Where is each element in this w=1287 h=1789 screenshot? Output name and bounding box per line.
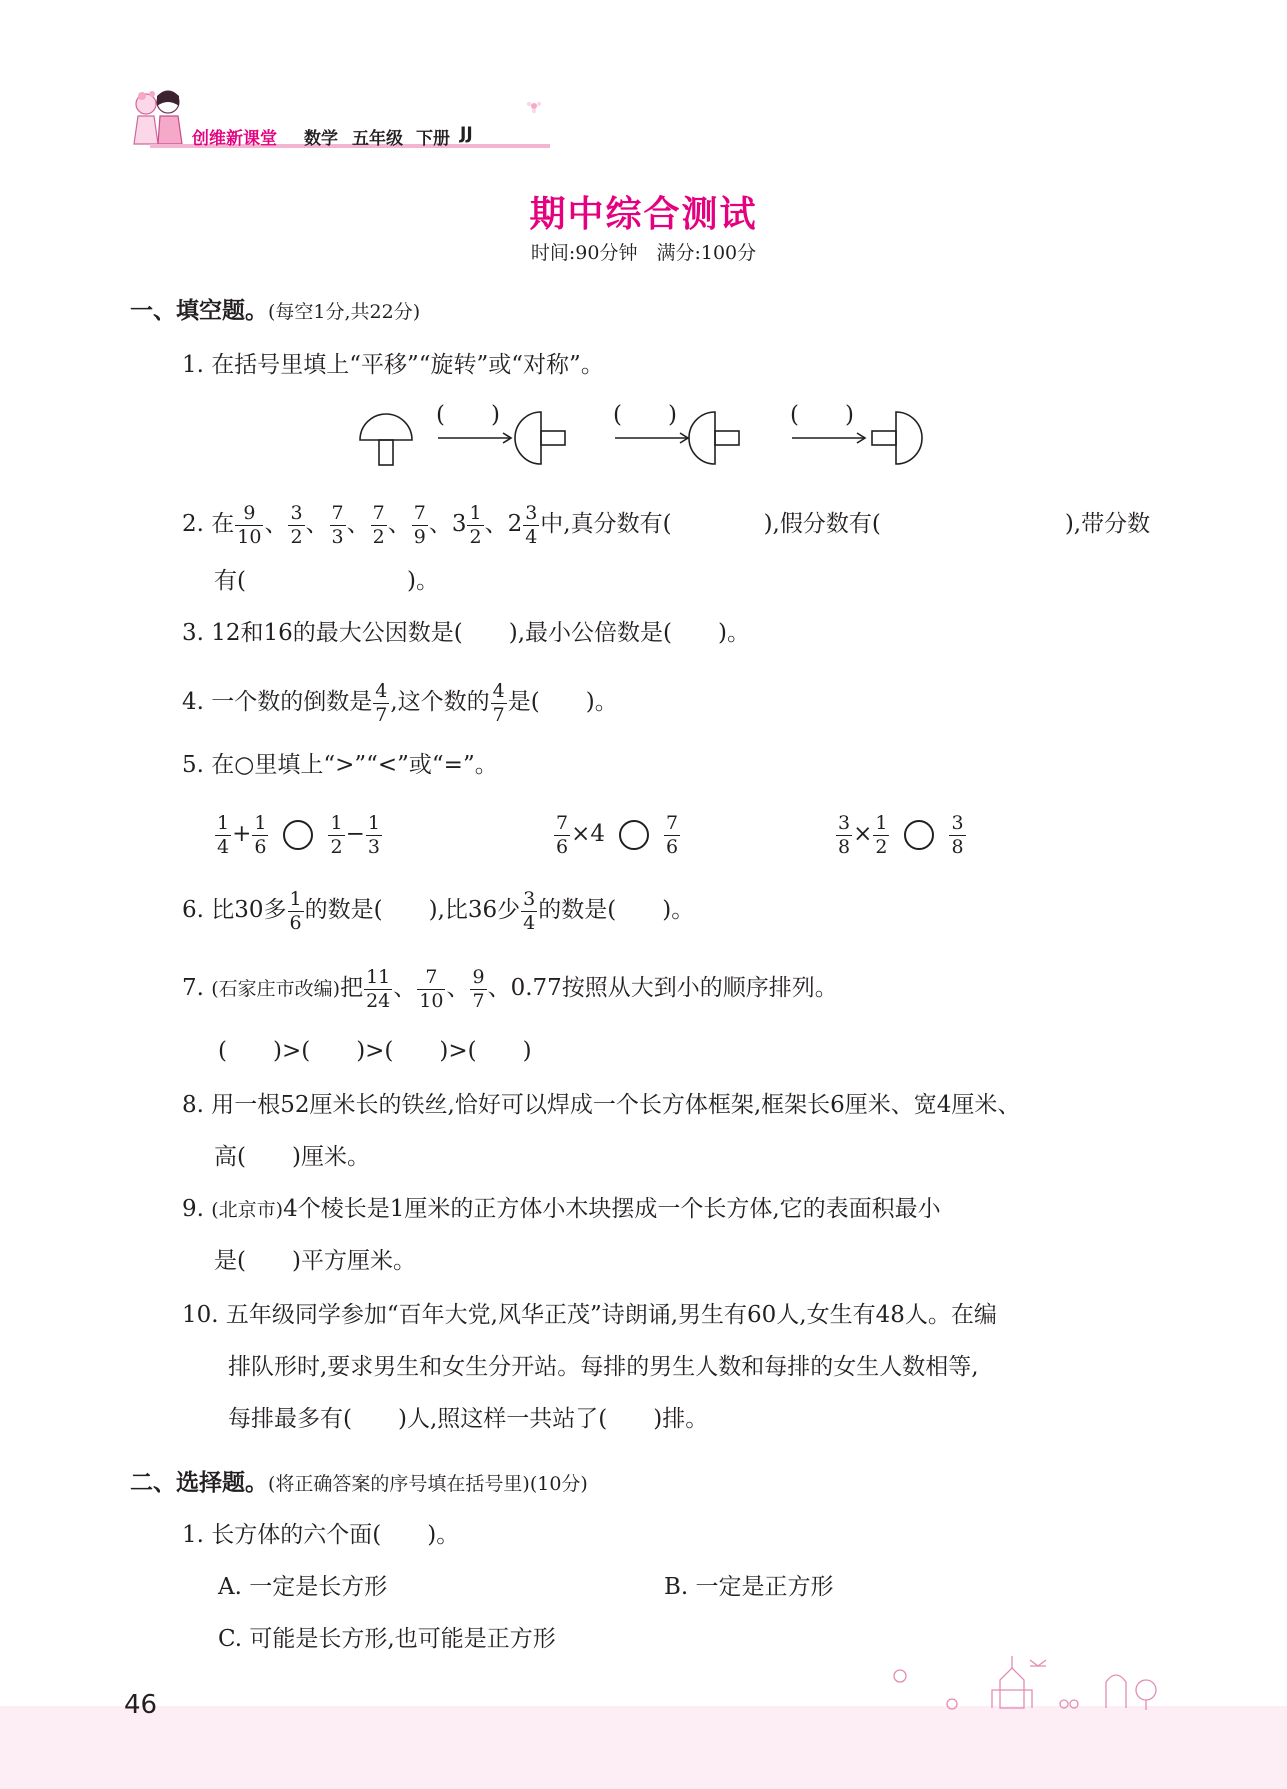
fraction: $\frac{7}{10}$ — [419, 965, 444, 1012]
header-subject: 数学 — [304, 129, 338, 149]
question-number: 7. — [182, 975, 204, 1001]
footer-band — [0, 1706, 1287, 1789]
fraction: $\frac{1}{6}$ — [289, 887, 302, 934]
question-9-line2: 是( )平方厘米。 — [214, 1248, 416, 1274]
question-number: 1. — [182, 352, 204, 378]
fraction: $\frac{3}{2}$ — [290, 501, 303, 548]
fraction: $\frac{11}{24}$ — [366, 965, 391, 1012]
compare-circle[interactable] — [283, 820, 313, 850]
fraction: $\frac{7}{2}$ — [372, 501, 385, 548]
compare-circle[interactable] — [904, 820, 934, 850]
section-note: (将正确答案的序号填在括号里)(10分) — [268, 1473, 588, 1495]
answer-blank[interactable]: ( ) — [790, 402, 854, 428]
header-edition: JJ — [460, 124, 473, 144]
question-10-line2: 排队形时,要求男生和女生分开站。每排的男生人数和每排的女生人数相等, — [228, 1354, 979, 1380]
flower-decoration-icon — [526, 98, 542, 114]
answer-blank[interactable]: ( ) — [613, 402, 677, 428]
fraction: $\frac{9}{7}$ — [472, 965, 485, 1012]
fraction: $\frac{7}{3}$ — [331, 501, 344, 548]
question-number: 2. — [182, 511, 204, 537]
question-7: 7. (石家庄市改编)把 $\frac{11}{24}$ 、 $\frac{7}{10}$ 、 $\frac{9}{7}$ 、0.77按照从大到小的顺序排列。 — [182, 965, 838, 1012]
header-mascot-icon — [128, 86, 190, 150]
question-text: 长方体的六个面( )。 — [211, 1522, 460, 1548]
fraction: $\frac{9}{10}$ — [237, 501, 262, 548]
question-7-answer-row[interactable]: ( )>( )>( )>( ) — [218, 1038, 532, 1064]
fraction: $\frac{3}{4}$ — [525, 501, 538, 548]
question-number: 10. — [182, 1302, 219, 1328]
question-text: 在括号里填上“平移”“旋转”或“对称”。 — [211, 352, 604, 378]
question-text: 在○里填上“>”“<”或“=”。 — [211, 752, 498, 778]
section-fill-blank — [130, 296, 420, 327]
question-number: 8. — [182, 1092, 204, 1118]
fraction: $\frac{3}{4}$ — [523, 887, 536, 934]
question-number: 3. — [182, 620, 204, 646]
question-2: 2. 在 $\frac{9}{10}$ 、 $\frac{3}{2}$ 、 $\frac{7}{3}$ 、 $\frac{7}{2}$ 、 $\frac{7}{9}$ 、3 $\frac{1}{2}$ 、2 $\frac{3}{4}$ 中,真分数有( ),假分数有( ),带分数 — [182, 501, 1151, 548]
question-3 — [182, 618, 750, 648]
page-title: 期中综合测试 — [529, 194, 758, 235]
question-6: 6. 比30多 $\frac{1}{6}$ 的数是( ),比36少 $\frac{3}{4}$ 的数是( )。 — [182, 887, 695, 934]
question-1 — [182, 350, 604, 380]
fraction: $\frac{4}{7}$ — [492, 679, 505, 726]
question-source: (北京市) — [211, 1199, 284, 1221]
compare-circle[interactable] — [619, 820, 649, 850]
question-8-line2: 高( )厘米。 — [214, 1144, 370, 1170]
fraction: $\frac{1}{2}$ — [469, 501, 482, 548]
question-number: 1. — [182, 1522, 204, 1548]
option-a[interactable]: A. 一定是长方形 — [218, 1574, 388, 1600]
exam-meta: 时间:90分钟 满分:100分 — [530, 242, 757, 264]
section-note: (每空1分,共22分) — [268, 301, 421, 323]
question-number: 4. — [182, 689, 204, 715]
question-text: 五年级同学参加“百年大党,风华正茂”诗朗诵,男生有60人,女生有48人。在编 — [225, 1302, 997, 1328]
question-8 — [182, 1090, 1020, 1120]
fraction: $\frac{7}{9}$ — [413, 501, 426, 548]
question-10 — [182, 1300, 997, 1330]
option-c[interactable]: C. 可能是长方形,也可能是正方形 — [218, 1626, 556, 1652]
section-multiple-choice — [130, 1468, 588, 1499]
question-number: 6. — [182, 897, 204, 923]
header-brand: 创维新课堂 — [192, 129, 277, 149]
section-label: 二、选择题。 — [130, 1470, 268, 1496]
question-text: 在 — [211, 511, 235, 537]
question-9 — [182, 1194, 941, 1225]
question-2-line2: 有( )。 — [214, 568, 439, 594]
question-source: (石家庄市改编) — [211, 978, 341, 1000]
fraction: $\frac{4}{7}$ — [375, 679, 388, 726]
header-volume: 下册 — [416, 129, 450, 149]
question-text: 用一根52厘米长的铁丝,恰好可以焊成一个长方体框架,框架长6厘米、宽4厘米、 — [211, 1092, 1021, 1118]
question-text: 4个棱长是1厘米的正方体小木块摆成一个长方体,它的表面积最小 — [283, 1196, 941, 1222]
mc-question-1 — [182, 1520, 459, 1550]
compare-item-a: $\frac{1}{4}$ + $\frac{1}{6}$ $\frac{1}{2}$ − $\frac{1}{3}$ — [217, 811, 380, 858]
question-text: 中,真分数有( ),假分数有( ),带分数 — [540, 511, 1151, 537]
answer-blank[interactable]: ( ) — [436, 402, 500, 428]
castle-decoration-icon — [880, 1646, 1170, 1716]
header-grade: 五年级 — [352, 129, 403, 149]
question-10-line3: 每排最多有( )人,照这样一共站了( )排。 — [228, 1406, 709, 1432]
question-4: 4. 一个数的倒数是 $\frac{4}{7}$ ,这个数的 $\frac{4}{7}$ 是( )。 — [182, 679, 618, 726]
question-number: 5. — [182, 752, 204, 778]
page-number: 46 — [124, 1690, 158, 1720]
question-number: 9. — [182, 1196, 204, 1222]
section-label: 一、填空题。 — [130, 298, 268, 324]
compare-item-c: $\frac{3}{8}$ × $\frac{1}{2}$ $\frac{3}{8}$ — [838, 811, 964, 858]
question-text: 12和16的最大公因数是( ),最小公倍数是( )。 — [211, 620, 751, 646]
option-b[interactable]: B. 一定是正方形 — [664, 1574, 834, 1600]
compare-item-b: $\frac{7}{6}$ ×4 $\frac{7}{6}$ — [556, 811, 679, 858]
question-5 — [182, 750, 498, 780]
